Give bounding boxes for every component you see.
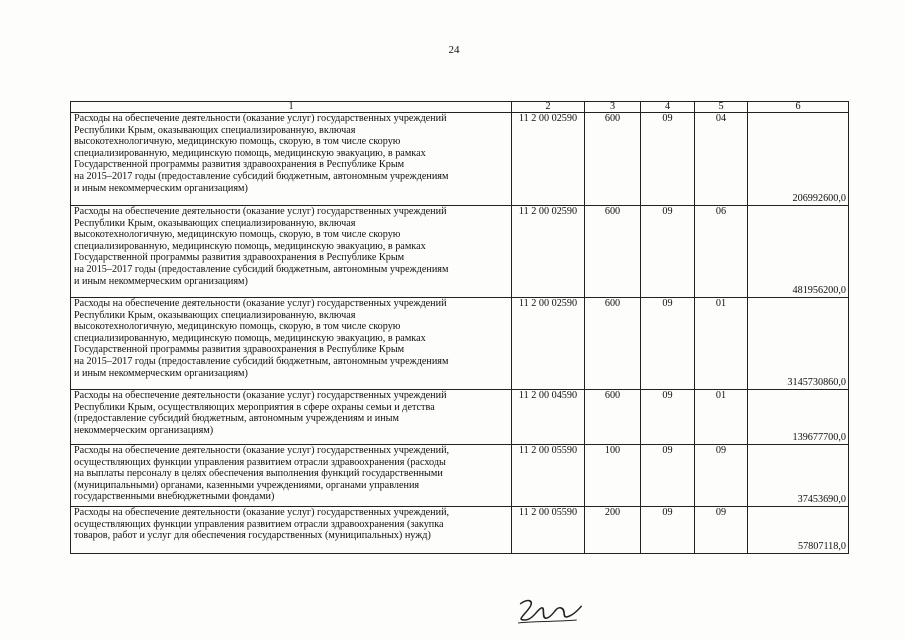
column-header-5: 5 — [695, 102, 748, 113]
row-target-article-cell: 11 2 00 05590 — [512, 507, 585, 554]
row-name-cell: Расходы на обеспечение деятельности (оказание услуг) государственных учреждений Республики Крым, оказывающих специализированную, включая высокотехнологичную, медицинскую помощь, скорую, в том числе скорую специализированную, медицинскую помощь, медицинскую эвакуацию, в рамках Государственной программы развития здравоохранения в Республике Крым на 2015–2017 годы (предоставление субсидий бюджетным, автономным учреждениям и иным некоммерческим организациям) — [71, 113, 512, 206]
column-header-6: 6 — [748, 102, 849, 113]
row-section-cell: 09 — [641, 507, 695, 554]
row-expense-type-cell: 600 — [585, 113, 641, 206]
row-expense-type-cell: 200 — [585, 507, 641, 554]
row-amount-cell: 206992600,0 — [748, 113, 849, 206]
row-name-cell: Расходы на обеспечение деятельности (оказание услуг) государственных учреждений, осуществляющих функции управления развитием отрасли здравоохранения (расходы на выплаты персоналу в целях обеспечения выполнения функций государственными (муниципальными) органами, казенными учреждениями, органами управления государственными внебюджетными фондами) — [71, 445, 512, 507]
row-target-article-cell: 11 2 00 02590 — [512, 206, 585, 298]
row-subsection-cell: 04 — [695, 113, 748, 206]
row-name-cell: Расходы на обеспечение деятельности (оказание услуг) государственных учреждений Республики Крым, оказывающих специализированную, включая высокотехнологичную, медицинскую помощь, скорую, в том числе скорую специализированную, медицинскую помощь, медицинскую эвакуацию, в рамках Государственной программы развития здравоохранения в Республике Крым на 2015–2017 годы (предоставление субсидий бюджетным, автономным учреждениям и иным некоммерческим организациям) — [71, 206, 512, 298]
row-expense-type-cell: 600 — [585, 298, 641, 390]
signature-icon — [511, 596, 587, 626]
column-header-4: 4 — [641, 102, 695, 113]
table-row — [71, 113, 849, 206]
table-header-row — [71, 102, 849, 113]
row-section-cell: 09 — [641, 445, 695, 507]
row-amount-cell: 481956200,0 — [748, 206, 849, 298]
page-number: 24 — [448, 44, 460, 56]
row-subsection-cell: 01 — [695, 298, 748, 390]
row-section-cell: 09 — [641, 298, 695, 390]
column-header-3: 3 — [585, 102, 641, 113]
row-section-cell: 09 — [641, 206, 695, 298]
row-target-article-cell: 11 2 00 02590 — [512, 113, 585, 206]
table-row — [71, 390, 849, 445]
row-expense-type-cell: 100 — [585, 445, 641, 507]
row-target-article-cell: 11 2 00 04590 — [512, 390, 585, 445]
row-name-cell: Расходы на обеспечение деятельности (оказание услуг) государственных учреждений, осуществляющих функции управления развитием отрасли здравоохранения (закупка товаров, работ и услуг для обеспечения государственных (муниципальных) нужд) — [71, 507, 512, 554]
row-subsection-cell: 09 — [695, 507, 748, 554]
handwritten-signature — [510, 596, 588, 632]
table-row — [71, 206, 849, 298]
column-header-1: 1 — [71, 102, 512, 113]
row-subsection-cell: 06 — [695, 206, 748, 298]
budget-table — [70, 101, 849, 554]
row-section-cell: 09 — [641, 113, 695, 206]
row-target-article-cell: 11 2 00 02590 — [512, 298, 585, 390]
table-row — [71, 445, 849, 507]
row-subsection-cell: 09 — [695, 445, 748, 507]
row-name-cell: Расходы на обеспечение деятельности (оказание услуг) государственных учреждений Республики Крым, осуществляющих мероприятия в сфере охраны семьи и детства (предоставление субсидий бюджетным, автономным учреждениям и иным некоммерческим организациям) — [71, 390, 512, 445]
table-row — [71, 298, 849, 390]
row-expense-type-cell: 600 — [585, 390, 641, 445]
row-section-cell: 09 — [641, 390, 695, 445]
row-expense-type-cell: 600 — [585, 206, 641, 298]
row-target-article-cell: 11 2 00 05590 — [512, 445, 585, 507]
row-name-cell: Расходы на обеспечение деятельности (оказание услуг) государственных учреждений Республики Крым, оказывающих специализированную, включая высокотехнологичную, медицинскую помощь, скорую, в том числе скорую специализированную, медицинскую помощь, медицинскую эвакуацию, в рамках Государственной программы развития здравоохранения в Республике Крым на 2015–2017 годы (предоставление субсидий бюджетным, автономным учреждениям и иным некоммерческим организациям) — [71, 298, 512, 390]
row-subsection-cell: 01 — [695, 390, 748, 445]
row-amount-cell: 139677700,0 — [748, 390, 849, 445]
table-row — [71, 507, 849, 554]
row-amount-cell: 57807118,0 — [748, 507, 849, 554]
row-amount-cell: 3145730860,0 — [748, 298, 849, 390]
row-amount-cell: 37453690,0 — [748, 445, 849, 507]
column-header-2: 2 — [512, 102, 585, 113]
